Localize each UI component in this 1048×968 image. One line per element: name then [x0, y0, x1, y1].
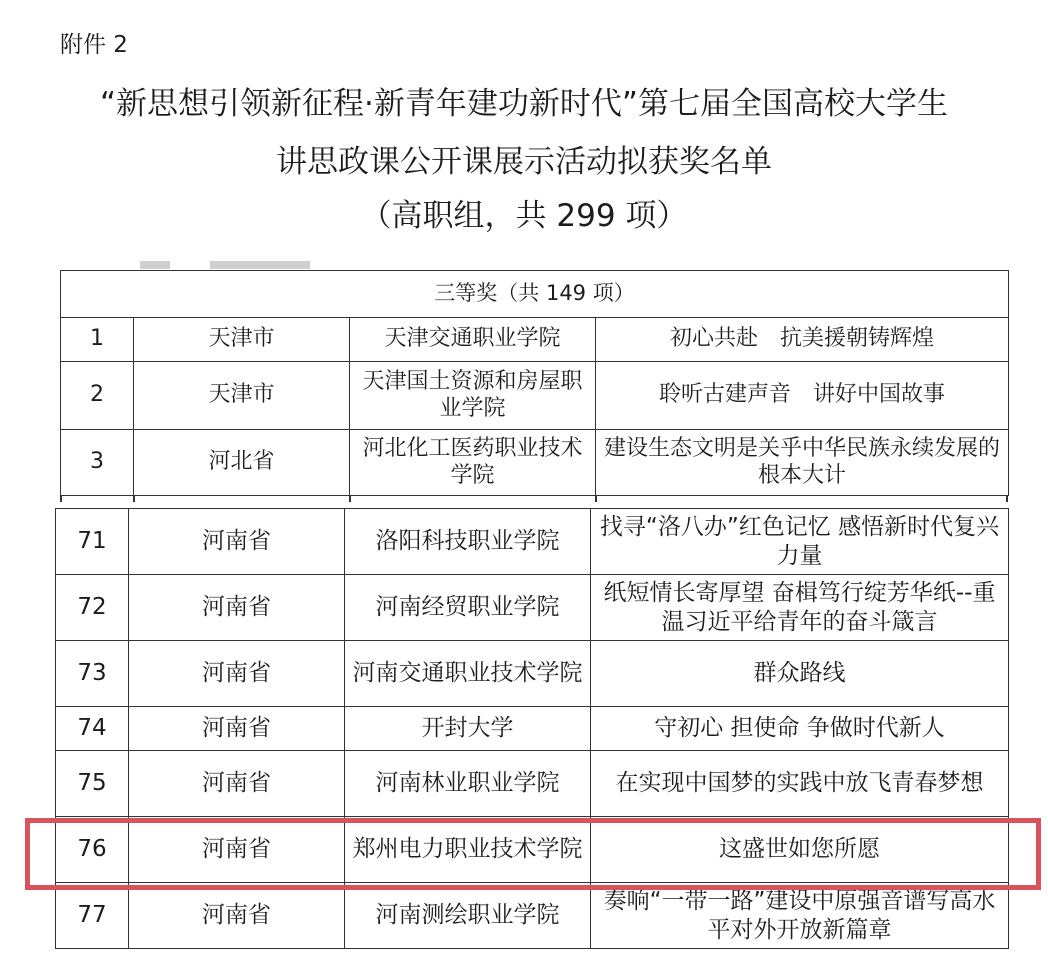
table-row	[56, 509, 1009, 575]
province-cell: 河南省	[129, 509, 345, 575]
province-cell: 河南省	[129, 751, 345, 817]
document-title-line-2: 讲思政课公开课展示活动拟获奖名单	[276, 144, 772, 180]
section-header-row	[61, 271, 1009, 318]
document-subtitle: （高职组，共 299 项）	[360, 198, 688, 234]
table-row	[56, 641, 1009, 707]
school-cell: 开封大学	[345, 707, 591, 751]
table-row	[56, 883, 1009, 949]
document-title-line-1: “新思想引领新征程·新青年建功新时代”第七届全国高校大学生	[100, 86, 948, 122]
row-number: 73	[56, 641, 129, 707]
course-title-cell: 群众路线	[591, 641, 1009, 707]
course-title-cell: 找寻“洛八办”红色记忆 感悟新时代复兴力量	[591, 509, 1009, 575]
award-table-top	[60, 270, 1009, 496]
row-number: 76	[56, 817, 129, 883]
school-cell: 天津国土资源和房屋职业学院	[350, 362, 596, 430]
province-cell: 河北省	[134, 430, 350, 496]
table-row	[56, 707, 1009, 751]
course-title-cell: 在实现中国梦的实践中放飞青春梦想	[591, 751, 1009, 817]
school-cell: 河北化工医药职业技术学院	[350, 430, 596, 496]
row-number: 2	[61, 362, 134, 430]
cropped-text-remnant	[140, 261, 170, 269]
province-cell: 河南省	[129, 575, 345, 641]
row-number: 71	[56, 509, 129, 575]
row-number: 3	[61, 430, 134, 496]
table-row	[61, 318, 1009, 362]
course-title-cell: 纸短情长寄厚望 奋楫笃行绽芳华纸--重温习近平给青年的奋斗箴言	[591, 575, 1009, 641]
course-title-cell: 建设生态文明是关乎中华民族永续发展的根本大计	[596, 430, 1009, 496]
course-title-cell: 初心共赴 抗美援朝铸辉煌	[596, 318, 1009, 362]
cropped-text-remnant	[210, 261, 310, 269]
school-cell: 河南经贸职业学院	[345, 575, 591, 641]
school-cell: 郑州电力职业技术学院	[345, 817, 591, 883]
province-cell: 天津市	[134, 318, 350, 362]
highlight-box	[25, 818, 1041, 890]
row-number: 1	[61, 318, 134, 362]
school-cell: 河南测绘职业学院	[345, 883, 591, 949]
row-number: 72	[56, 575, 129, 641]
province-cell: 河南省	[129, 883, 345, 949]
province-cell: 河南省	[129, 707, 345, 751]
row-number: 77	[56, 883, 129, 949]
cropped-table-edge	[60, 495, 1008, 502]
province-cell: 天津市	[134, 362, 350, 430]
course-title-cell: 这盛世如您所愿	[591, 817, 1009, 883]
section-header: 三等奖（共 149 项）	[61, 271, 1009, 318]
school-cell: 洛阳科技职业学院	[345, 509, 591, 575]
attachment-label: 附件 2	[60, 32, 128, 58]
course-title-cell: 守初心 担使命 争做时代新人	[591, 707, 1009, 751]
row-number: 74	[56, 707, 129, 751]
school-cell: 天津交通职业学院	[350, 318, 596, 362]
table-row	[61, 362, 1009, 430]
table-row	[61, 430, 1009, 496]
province-cell: 河南省	[129, 817, 345, 883]
course-title-cell: 奏响“一带一路”建设中原强音谱写高水平对外开放新篇章	[591, 883, 1009, 949]
row-number: 75	[56, 751, 129, 817]
school-cell: 河南林业职业学院	[345, 751, 591, 817]
table-row	[56, 575, 1009, 641]
province-cell: 河南省	[129, 641, 345, 707]
table-row	[56, 751, 1009, 817]
course-title-cell: 聆听古建声音 讲好中国故事	[596, 362, 1009, 430]
school-cell: 河南交通职业技术学院	[345, 641, 591, 707]
